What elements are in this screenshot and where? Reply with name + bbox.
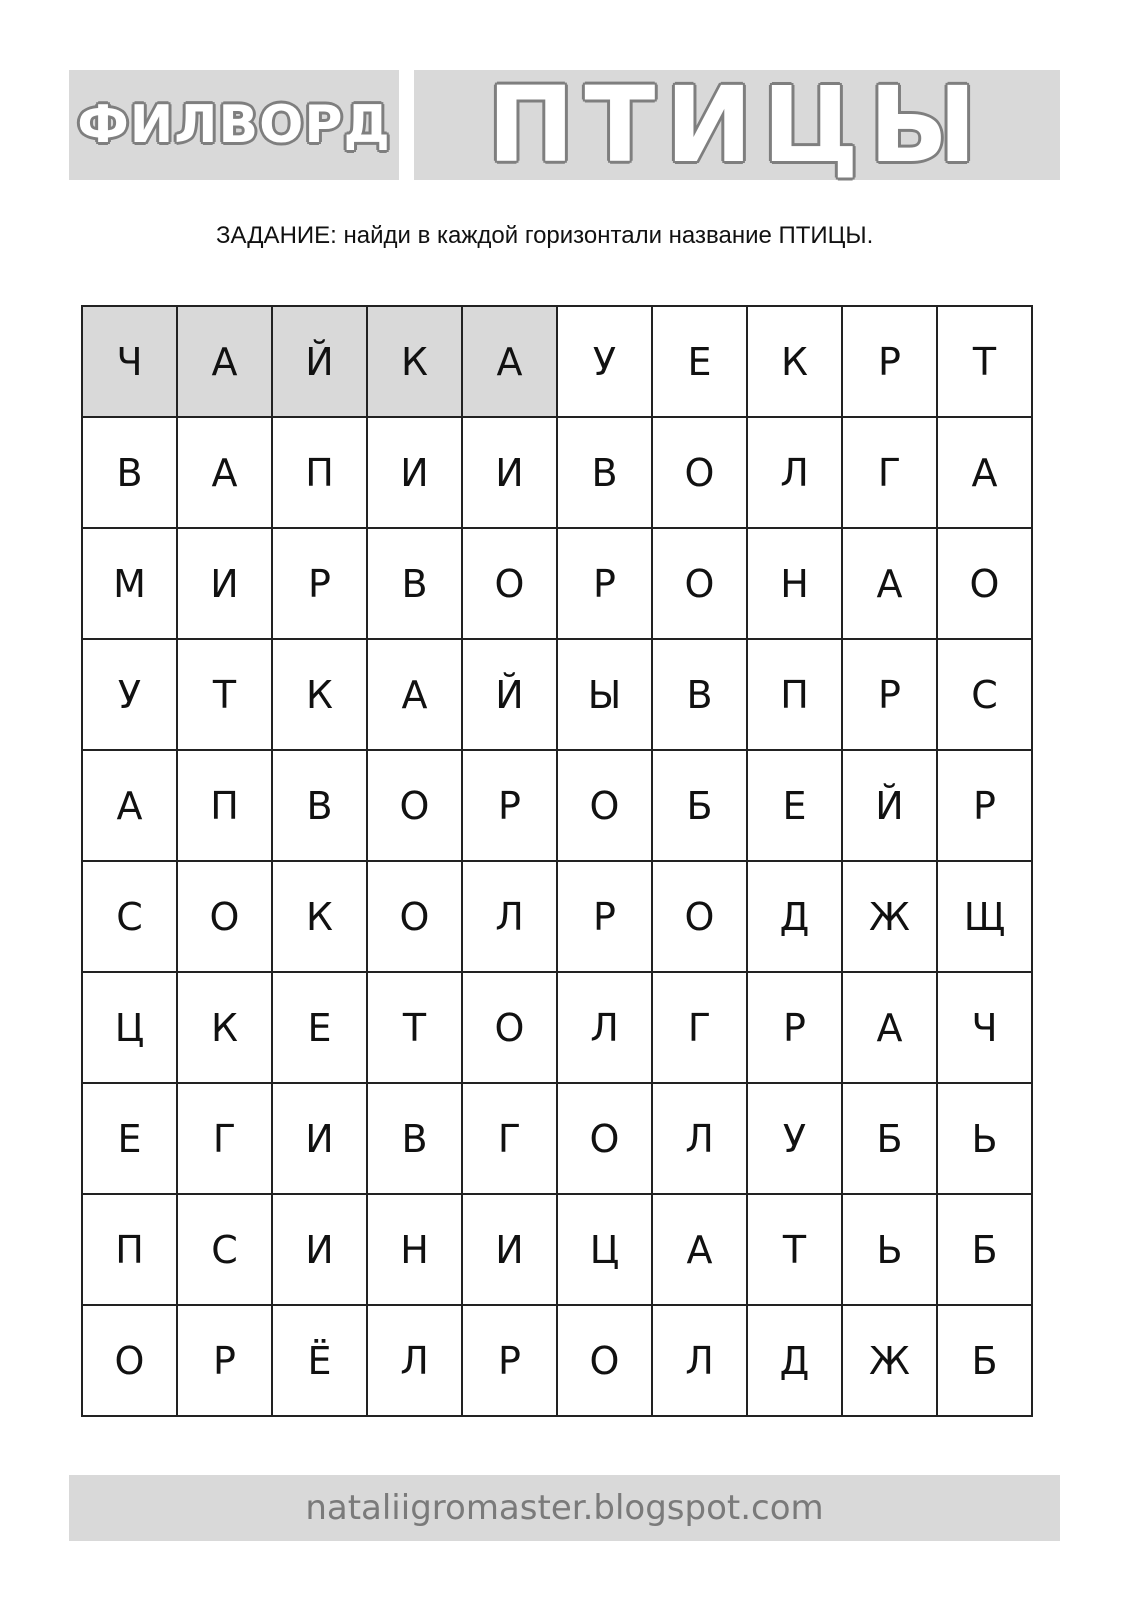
grid-cell: М	[82, 528, 177, 639]
grid-cell: Г	[177, 1083, 272, 1194]
grid-cell: Р	[842, 306, 937, 417]
grid-cell: О	[652, 528, 747, 639]
grid-cell: Л	[652, 1305, 747, 1416]
grid-cell: Е	[82, 1083, 177, 1194]
grid-cell: С	[82, 861, 177, 972]
worksheet-type-title: ФИЛВОРД	[77, 95, 391, 155]
grid-cell: Ж	[842, 1305, 937, 1416]
grid-cell: В	[82, 417, 177, 528]
grid-cell: И	[272, 1194, 367, 1305]
grid-cell: Б	[937, 1194, 1032, 1305]
grid-row	[82, 528, 1032, 639]
grid-cell: О	[462, 972, 557, 1083]
grid-cell: Р	[462, 1305, 557, 1416]
grid-cell: Р	[272, 528, 367, 639]
grid-row	[82, 861, 1032, 972]
grid-cell: П	[82, 1194, 177, 1305]
grid-cell: Л	[652, 1083, 747, 1194]
grid-cell: Ы	[557, 639, 652, 750]
grid-cell: Ж	[842, 861, 937, 972]
grid-cell: К	[177, 972, 272, 1083]
grid-cell: Б	[652, 750, 747, 861]
grid-cell: Н	[747, 528, 842, 639]
grid-cell: Р	[747, 972, 842, 1083]
grid-cell: И	[177, 528, 272, 639]
grid-cell: Л	[462, 861, 557, 972]
grid-cell: Л	[747, 417, 842, 528]
grid-cell: Ч	[82, 306, 177, 417]
grid-row	[82, 1305, 1032, 1416]
grid-row	[82, 1194, 1032, 1305]
grid-cell: А	[652, 1194, 747, 1305]
grid-cell: Д	[747, 1305, 842, 1416]
grid-cell: С	[937, 639, 1032, 750]
grid-cell: Н	[367, 1194, 462, 1305]
grid-cell: Л	[557, 972, 652, 1083]
grid-cell: Т	[937, 306, 1032, 417]
grid-cell: О	[82, 1305, 177, 1416]
grid-cell: Б	[842, 1083, 937, 1194]
grid-cell: О	[652, 861, 747, 972]
grid-cell: О	[937, 528, 1032, 639]
grid-cell: Г	[842, 417, 937, 528]
grid-row	[82, 306, 1032, 417]
grid-cell: Р	[557, 528, 652, 639]
grid-cell: О	[557, 1305, 652, 1416]
grid-cell: К	[367, 306, 462, 417]
grid-cell: П	[747, 639, 842, 750]
grid-cell: И	[462, 1194, 557, 1305]
grid-cell: Е	[272, 972, 367, 1083]
grid-cell: О	[462, 528, 557, 639]
grid-cell: Г	[462, 1083, 557, 1194]
grid-cell: И	[272, 1083, 367, 1194]
grid-cell: Ь	[842, 1194, 937, 1305]
grid-cell: А	[842, 528, 937, 639]
grid-cell: Т	[747, 1194, 842, 1305]
grid-cell: Р	[937, 750, 1032, 861]
word-search-grid	[81, 305, 1033, 1417]
grid-cell: Й	[462, 639, 557, 750]
grid-cell: В	[367, 1083, 462, 1194]
grid-cell: Й	[842, 750, 937, 861]
grid-row	[82, 417, 1032, 528]
grid-row	[82, 750, 1032, 861]
grid-cell: И	[462, 417, 557, 528]
grid-cell: А	[842, 972, 937, 1083]
grid-cell: Ь	[937, 1083, 1032, 1194]
header-left-banner	[69, 70, 399, 180]
grid-cell: В	[652, 639, 747, 750]
grid-cell: Й	[272, 306, 367, 417]
header-right-banner	[414, 64, 1060, 186]
grid-cell: П	[272, 417, 367, 528]
grid-cell: У	[82, 639, 177, 750]
grid-cell: Е	[652, 306, 747, 417]
grid-cell: К	[272, 861, 367, 972]
grid-cell: А	[177, 417, 272, 528]
grid-cell: Ч	[937, 972, 1032, 1083]
grid-cell: О	[652, 417, 747, 528]
worksheet-topic-title: ПТИЦЫ	[487, 64, 987, 186]
grid-cell: У	[747, 1083, 842, 1194]
grid-cell: А	[177, 306, 272, 417]
grid-cell: А	[367, 639, 462, 750]
grid-cell: В	[272, 750, 367, 861]
grid-cell: А	[937, 417, 1032, 528]
grid-cell: Б	[937, 1305, 1032, 1416]
grid-cell: П	[177, 750, 272, 861]
grid-cell: Г	[652, 972, 747, 1083]
grid-cell: К	[272, 639, 367, 750]
grid-cell: О	[557, 750, 652, 861]
grid-cell: У	[557, 306, 652, 417]
grid-cell: Р	[177, 1305, 272, 1416]
grid-row	[82, 972, 1032, 1083]
grid-cell: А	[462, 306, 557, 417]
grid-cell: Р	[557, 861, 652, 972]
grid-cell: К	[747, 306, 842, 417]
grid-row	[82, 1083, 1032, 1194]
grid-cell: С	[177, 1194, 272, 1305]
grid-cell: Е	[747, 750, 842, 861]
footer-banner	[69, 1475, 1060, 1541]
grid-cell: В	[367, 528, 462, 639]
grid-cell: Ц	[557, 1194, 652, 1305]
grid-cell: Т	[367, 972, 462, 1083]
footer-url: nataliigromaster.blogspot.com	[305, 1488, 824, 1528]
grid-cell: О	[557, 1083, 652, 1194]
grid-row	[82, 639, 1032, 750]
grid-cell: О	[367, 861, 462, 972]
grid-cell: Р	[842, 639, 937, 750]
grid-cell: Ё	[272, 1305, 367, 1416]
grid-cell: Ц	[82, 972, 177, 1083]
grid-cell: Д	[747, 861, 842, 972]
grid-cell: В	[557, 417, 652, 528]
grid-cell: О	[177, 861, 272, 972]
task-instruction: ЗАДАНИЕ: найди в каждой горизонтали название ПТИЦЫ.	[216, 222, 874, 249]
grid-cell: Л	[367, 1305, 462, 1416]
grid-cell: Р	[462, 750, 557, 861]
grid-cell: Щ	[937, 861, 1032, 972]
grid-cell: О	[367, 750, 462, 861]
grid-cell: И	[367, 417, 462, 528]
grid-cell: А	[82, 750, 177, 861]
grid-cell: Т	[177, 639, 272, 750]
